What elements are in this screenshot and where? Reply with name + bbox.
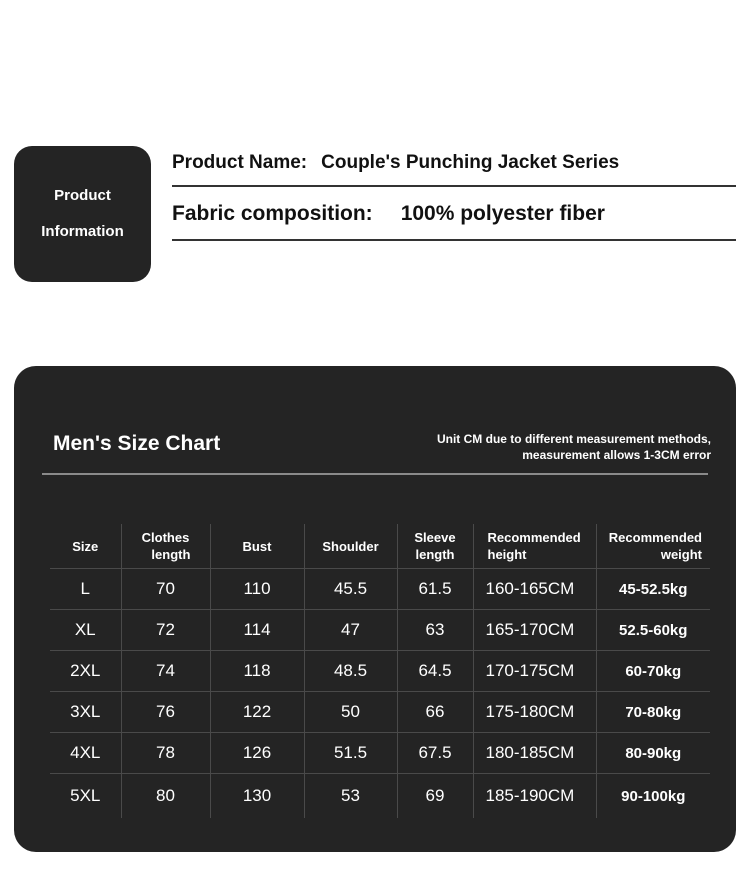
header-size: Size xyxy=(72,538,99,554)
cell-length: 70 xyxy=(121,569,210,610)
fabric-composition-line xyxy=(172,202,736,241)
note-line-1: Unit CM due to different measurement methods, xyxy=(436,432,711,446)
cell-length: 80 xyxy=(121,774,210,819)
cell-size: 2XL xyxy=(50,651,121,692)
header-bust: Bust xyxy=(210,524,304,569)
cell-shoulder: 51.5 xyxy=(304,733,397,774)
header-sleeve-length: Sleeve length xyxy=(397,524,473,569)
table-row xyxy=(50,692,710,733)
size-chart-note xyxy=(437,431,711,463)
header-shoulder: Shoulder xyxy=(304,524,397,569)
cell-height: 160-165CM xyxy=(473,569,596,610)
cell-size: 4XL xyxy=(50,733,121,774)
fabric-composition-value: 100% polyester fiber xyxy=(400,202,605,225)
cell-height: 170-175CM xyxy=(473,651,596,692)
cell-height: 185-190CM xyxy=(473,774,596,819)
badge-line-2: Information xyxy=(41,223,124,240)
size-chart-panel xyxy=(14,366,736,852)
cell-weight: 60-70kg xyxy=(596,651,710,692)
table-row xyxy=(50,610,710,651)
cell-sleeve: 61.5 xyxy=(397,569,473,610)
badge-line-1: Product xyxy=(54,187,111,204)
cell-height: 180-185CM xyxy=(473,733,596,774)
cell-length: 76 xyxy=(121,692,210,733)
cell-shoulder: 45.5 xyxy=(304,569,397,610)
cell-bust: 126 xyxy=(210,733,304,774)
cell-weight: 70-80kg xyxy=(596,692,710,733)
table-header-row xyxy=(50,524,710,569)
header-clothes-length: Clothes length xyxy=(121,524,210,569)
cell-height: 165-170CM xyxy=(473,610,596,651)
cell-size: L xyxy=(50,569,121,610)
table-row xyxy=(50,569,710,610)
product-name-label: Product Name: xyxy=(172,152,308,173)
cell-size: XL xyxy=(50,610,121,651)
header-recommended-height: Recommended height xyxy=(473,524,596,569)
cell-shoulder: 47 xyxy=(304,610,397,651)
cell-length: 72 xyxy=(121,610,210,651)
size-chart-title: Men's Size Chart xyxy=(53,432,221,455)
fabric-composition-label: Fabric composition: xyxy=(172,202,373,225)
cell-weight: 90-100kg xyxy=(596,774,710,819)
cell-size: 3XL xyxy=(50,692,121,733)
cell-bust: 122 xyxy=(210,692,304,733)
cell-bust: 110 xyxy=(210,569,304,610)
table-row xyxy=(50,651,710,692)
cell-sleeve: 63 xyxy=(397,610,473,651)
cell-shoulder: 50 xyxy=(304,692,397,733)
cell-size: 5XL xyxy=(50,774,121,819)
cell-sleeve: 66 xyxy=(397,692,473,733)
note-line-2: measurement allows 1-3CM error xyxy=(522,448,711,462)
size-table xyxy=(50,524,710,818)
cell-height: 175-180CM xyxy=(473,692,596,733)
cell-length: 74 xyxy=(121,651,210,692)
cell-shoulder: 53 xyxy=(304,774,397,819)
header-recommended-weight: Recommended weight xyxy=(596,524,710,569)
table-row xyxy=(50,774,710,819)
product-information-badge xyxy=(14,146,151,282)
cell-shoulder: 48.5 xyxy=(304,651,397,692)
cell-weight: 45-52.5kg xyxy=(596,569,710,610)
cell-weight: 52.5-60kg xyxy=(596,610,710,651)
product-name-line xyxy=(172,152,736,187)
product-name-value: Couple's Punching Jacket Series xyxy=(321,152,620,173)
table-row xyxy=(50,733,710,774)
cell-bust: 118 xyxy=(210,651,304,692)
cell-bust: 130 xyxy=(210,774,304,819)
cell-weight: 80-90kg xyxy=(596,733,710,774)
cell-sleeve: 69 xyxy=(397,774,473,819)
title-divider xyxy=(42,473,708,475)
cell-length: 78 xyxy=(121,733,210,774)
cell-sleeve: 67.5 xyxy=(397,733,473,774)
cell-bust: 114 xyxy=(210,610,304,651)
cell-sleeve: 64.5 xyxy=(397,651,473,692)
